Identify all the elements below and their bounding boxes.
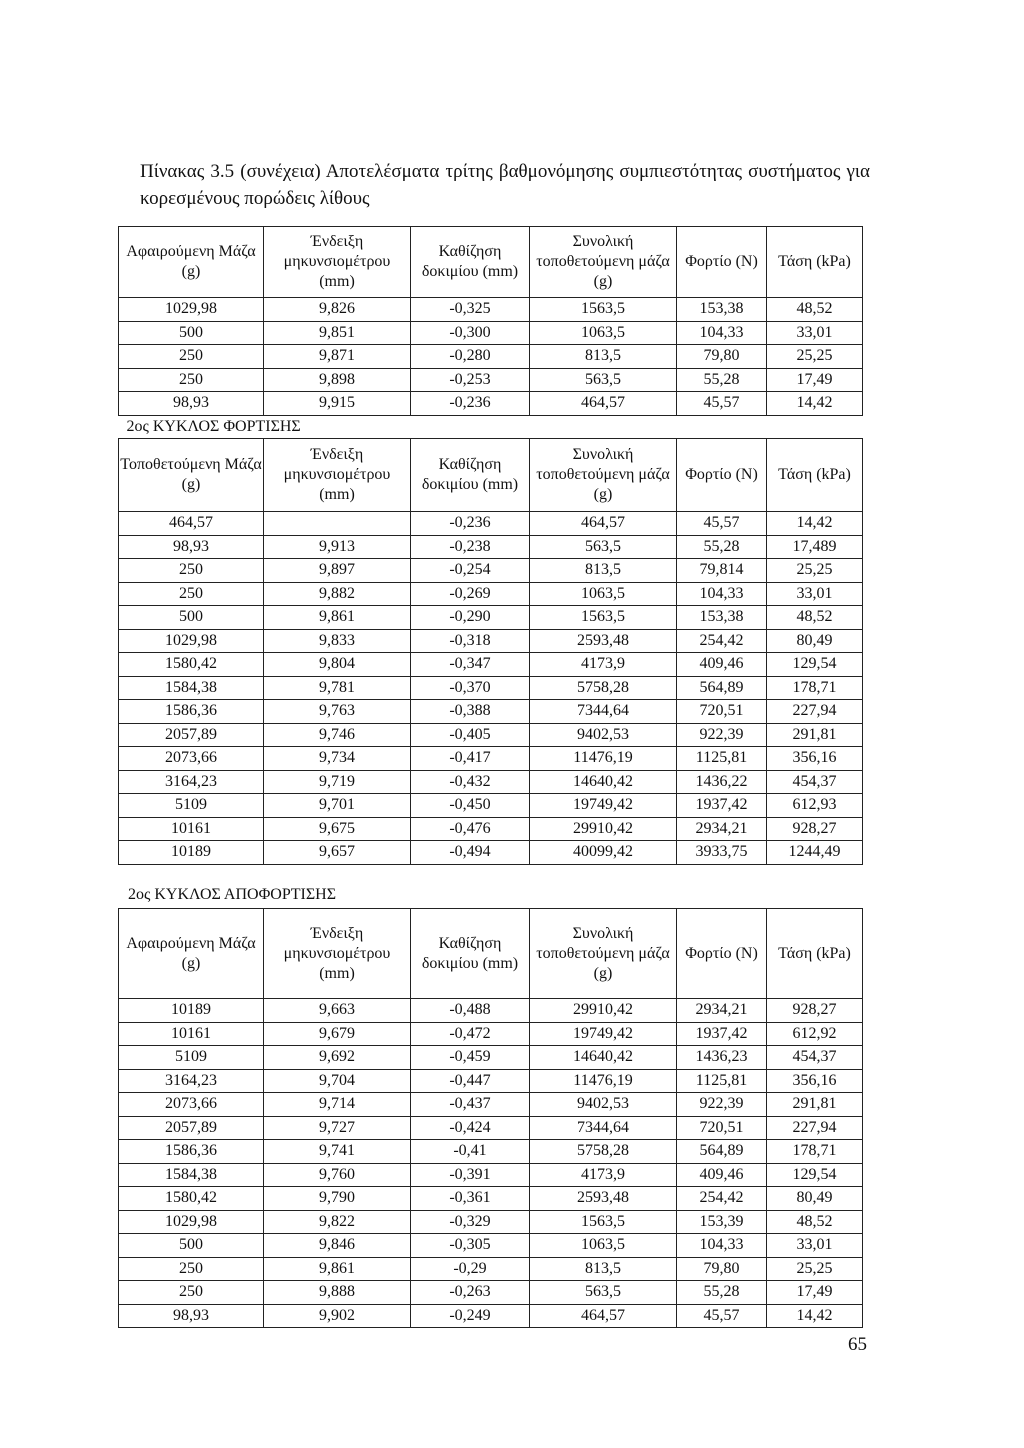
table-cell: 9,746 [264, 723, 411, 747]
table-cell: 250 [119, 1257, 264, 1281]
table-row [119, 1022, 863, 1046]
table-cell: 55,28 [677, 1281, 767, 1305]
section-title-unloading-cycle-2: 2ος ΚΥΚΛΟΣ ΑΠΟΦΟΡΤΙΣΗΣ [128, 886, 337, 903]
table-cell: 1063,5 [530, 582, 677, 606]
table-cell: 17,49 [767, 368, 863, 392]
table-cell: -0,253 [411, 368, 530, 392]
table-row [119, 629, 863, 653]
table-cell: 250 [119, 345, 264, 369]
table-cell: 33,01 [767, 582, 863, 606]
table-cell: 153,39 [677, 1210, 767, 1234]
table-cell: 10161 [119, 817, 264, 841]
table-cell: 564,89 [677, 676, 767, 700]
table-row [119, 817, 863, 841]
header-stress: Τάση (kPa) [767, 909, 863, 999]
table-row [119, 1140, 863, 1164]
table-cell: 2934,21 [677, 999, 767, 1023]
table-row [119, 1304, 863, 1328]
table-cell: -0,263 [411, 1281, 530, 1305]
table-row [119, 368, 863, 392]
table-row [119, 653, 863, 677]
table-cell: 5758,28 [530, 1140, 677, 1164]
table-cell: 9,657 [264, 841, 411, 865]
table-row [119, 676, 863, 700]
table-cell: 45,57 [677, 512, 767, 536]
table-cell: 9,861 [264, 606, 411, 630]
table-cell: 1563,5 [530, 1210, 677, 1234]
table-cell: 250 [119, 368, 264, 392]
table-cell: 1580,42 [119, 653, 264, 677]
table-row [119, 321, 863, 345]
table-cell: 227,94 [767, 700, 863, 724]
header-row [119, 909, 863, 999]
table-cell: 2934,21 [677, 817, 767, 841]
table-cell: -0,249 [411, 1304, 530, 1328]
table-cell: 9,781 [264, 676, 411, 700]
table-row [119, 345, 863, 369]
table-cell: 10189 [119, 999, 264, 1023]
table-cell: 813,5 [530, 559, 677, 583]
table-row [119, 298, 863, 322]
table-cell: -0,447 [411, 1069, 530, 1093]
table-cell: 1937,42 [677, 1022, 767, 1046]
table-cell: 1586,36 [119, 1140, 264, 1164]
table-cell: -0,391 [411, 1163, 530, 1187]
table-cell: -0,290 [411, 606, 530, 630]
header-stress: Τάση (kPa) [767, 439, 863, 512]
table-cell: 9,727 [264, 1116, 411, 1140]
table-cell: 9,741 [264, 1140, 411, 1164]
table-cell: 11476,19 [530, 747, 677, 771]
table-cell: 1586,36 [119, 700, 264, 724]
table-cell: 250 [119, 1281, 264, 1305]
table-row [119, 512, 863, 536]
table-cell: 2073,66 [119, 747, 264, 771]
table-row [119, 1069, 863, 1093]
table-cell: -0,472 [411, 1022, 530, 1046]
table-cell: 17,489 [767, 535, 863, 559]
table-cell: 178,71 [767, 1140, 863, 1164]
table-cell: 14640,42 [530, 1046, 677, 1070]
table-cell: 178,71 [767, 676, 863, 700]
table-cell: 1063,5 [530, 1234, 677, 1258]
table-cell: -0,236 [411, 392, 530, 416]
table-row [119, 747, 863, 771]
table-cell: 9,897 [264, 559, 411, 583]
table-row [119, 1187, 863, 1211]
table-row [119, 535, 863, 559]
table-cell: 464,57 [530, 512, 677, 536]
table-cell: 129,54 [767, 1163, 863, 1187]
table-cell: 9,679 [264, 1022, 411, 1046]
table-cell: 454,37 [767, 1046, 863, 1070]
table-row [119, 1210, 863, 1234]
table-row [119, 841, 863, 865]
table-cell: 1029,98 [119, 298, 264, 322]
unloading-table [118, 908, 863, 1328]
table-cell: 9402,53 [530, 1093, 677, 1117]
table-row [119, 1116, 863, 1140]
table-cell: 79,80 [677, 345, 767, 369]
table-cell: 254,42 [677, 1187, 767, 1211]
table-cell: 9,663 [264, 999, 411, 1023]
table-cell: 7344,64 [530, 1116, 677, 1140]
table-cell: 17,49 [767, 1281, 863, 1305]
table-cell: 98,93 [119, 1304, 264, 1328]
table-cell: 1937,42 [677, 794, 767, 818]
table-cell: 48,52 [767, 1210, 863, 1234]
table-cell: 79,80 [677, 1257, 767, 1281]
table-cell: 19749,42 [530, 794, 677, 818]
table-cell: 612,93 [767, 794, 863, 818]
table-cell: -0,417 [411, 747, 530, 771]
table-cell: 3164,23 [119, 770, 264, 794]
table-row [119, 723, 863, 747]
table-cell: -0,254 [411, 559, 530, 583]
table-cell: 45,57 [677, 1304, 767, 1328]
table-cell: 9,701 [264, 794, 411, 818]
table-cell: 500 [119, 321, 264, 345]
table-cell: -0,238 [411, 535, 530, 559]
table-cell: 1563,5 [530, 606, 677, 630]
table-cell: 19749,42 [530, 1022, 677, 1046]
table-cell: 928,27 [767, 999, 863, 1023]
table-cell: 1029,98 [119, 629, 264, 653]
table-cell: 563,5 [530, 535, 677, 559]
header-load: Φορτίο (N) [677, 909, 767, 999]
table-cell: -0,388 [411, 700, 530, 724]
table-row [119, 1046, 863, 1070]
header-gauge-reading: Ένδειξη μηκυνσιομέτρου (mm) [264, 909, 411, 999]
table-cell: 9,913 [264, 535, 411, 559]
header-gauge-reading: Ένδειξη μηκυνσιομέτρου (mm) [264, 439, 411, 512]
table-cell: 1580,42 [119, 1187, 264, 1211]
table-cell: 25,25 [767, 559, 863, 583]
table-cell: 2593,48 [530, 1187, 677, 1211]
header-load: Φορτίο (N) [677, 227, 767, 298]
table-cell: -0,29 [411, 1257, 530, 1281]
table-cell: 3933,75 [677, 841, 767, 865]
table-cell: 409,46 [677, 653, 767, 677]
header-settlement: Καθίζηση δοκιμίου (mm) [411, 439, 530, 512]
table-row [119, 1163, 863, 1187]
table-cell: 7344,64 [530, 700, 677, 724]
table-cell: 14,42 [767, 512, 863, 536]
table-cell: 9,898 [264, 368, 411, 392]
table-cell: 1584,38 [119, 1163, 264, 1187]
table-cell: 2057,89 [119, 1116, 264, 1140]
table-cell: 14640,42 [530, 770, 677, 794]
table-cell: 9,760 [264, 1163, 411, 1187]
table-cell: 9,851 [264, 321, 411, 345]
table-cell: 9,915 [264, 392, 411, 416]
table-cell: 9,833 [264, 629, 411, 653]
table-cell: 14,42 [767, 1304, 863, 1328]
table-cell: 1029,98 [119, 1210, 264, 1234]
table-cell: 2057,89 [119, 723, 264, 747]
table-cell: -0,450 [411, 794, 530, 818]
table-cell [264, 512, 411, 536]
table-cell: 720,51 [677, 1116, 767, 1140]
table-cell: 10161 [119, 1022, 264, 1046]
table-cell: 291,81 [767, 1093, 863, 1117]
table-cell: -0,325 [411, 298, 530, 322]
table-cell: -0,269 [411, 582, 530, 606]
table-cell: -0,305 [411, 1234, 530, 1258]
table-row [119, 559, 863, 583]
header-placed-mass: Τοποθετούμενη Μάζα (g) [119, 439, 264, 512]
table-row [119, 700, 863, 724]
header-settlement: Καθίζηση δοκιμίου (mm) [411, 227, 530, 298]
table-cell: 9,692 [264, 1046, 411, 1070]
table-cell: -0,318 [411, 629, 530, 653]
table-cell: 9,790 [264, 1187, 411, 1211]
table-row [119, 770, 863, 794]
table-caption: Πίνακας 3.5 (συνέχεια) Αποτελέσματα τρίτης βαθμονόμησης συμπιεστότητας συστήματος για κορεσμένους πορώδεις λίθους [140, 161, 870, 209]
table-row [119, 1093, 863, 1117]
table-cell: 5758,28 [530, 676, 677, 700]
section-title-loading-cycle-2: 2ος ΚΥΚΛΟΣ ΦΟΡΤΙΣΗΣ [119, 415, 863, 439]
table-cell: -0,424 [411, 1116, 530, 1140]
table-cell: 104,33 [677, 582, 767, 606]
table-cell: 33,01 [767, 321, 863, 345]
page-number: 65 [848, 1334, 867, 1355]
section-title-row [119, 415, 863, 439]
table-cell: 720,51 [677, 700, 767, 724]
table-cell: 9,888 [264, 1281, 411, 1305]
table-cell: 928,27 [767, 817, 863, 841]
table-cell: 3164,23 [119, 1069, 264, 1093]
table-row [119, 794, 863, 818]
table-cell: -0,370 [411, 676, 530, 700]
table-cell: 922,39 [677, 1093, 767, 1117]
table-cell: 9,871 [264, 345, 411, 369]
header-row [119, 227, 863, 298]
table-cell: 1584,38 [119, 676, 264, 700]
header-gauge-reading: Ένδειξη μηκυνσιομέτρου (mm) [264, 227, 411, 298]
table-cell: 500 [119, 606, 264, 630]
table-cell: 813,5 [530, 1257, 677, 1281]
table-cell: 104,33 [677, 1234, 767, 1258]
table-cell: 464,57 [530, 392, 677, 416]
table-cell: 5109 [119, 1046, 264, 1070]
table-cell: 153,38 [677, 606, 767, 630]
table-cell: 813,5 [530, 345, 677, 369]
table-cell: 409,46 [677, 1163, 767, 1187]
table-row [119, 1281, 863, 1305]
table-cell: 129,54 [767, 653, 863, 677]
table-cell: 254,42 [677, 629, 767, 653]
table-cell: -0,361 [411, 1187, 530, 1211]
table-cell: 79,814 [677, 559, 767, 583]
table-cell: -0,405 [411, 723, 530, 747]
header-removed-mass: Αφαιρούμενη Μάζα (g) [119, 909, 264, 999]
table-cell: 356,16 [767, 747, 863, 771]
table-cell: 922,39 [677, 723, 767, 747]
table-row [119, 606, 863, 630]
table-cell: 33,01 [767, 1234, 863, 1258]
table-cell: 10189 [119, 841, 264, 865]
table-cell: 9,675 [264, 817, 411, 841]
table-row [119, 582, 863, 606]
table-cell: 9,826 [264, 298, 411, 322]
table-cell: 1125,81 [677, 1069, 767, 1093]
table-cell: 29910,42 [530, 817, 677, 841]
table-cell: 9,734 [264, 747, 411, 771]
table-cell: 4173,9 [530, 653, 677, 677]
table-cell: -0,494 [411, 841, 530, 865]
table-cell: -0,300 [411, 321, 530, 345]
table-cell: -0,432 [411, 770, 530, 794]
header-row [119, 439, 863, 512]
table-cell: 153,38 [677, 298, 767, 322]
table-cell: -0,329 [411, 1210, 530, 1234]
table-cell: 80,49 [767, 1187, 863, 1211]
table-cell: 55,28 [677, 535, 767, 559]
table-cell: 55,28 [677, 368, 767, 392]
table-cell: -0,476 [411, 817, 530, 841]
table-cell: 464,57 [119, 512, 264, 536]
table-cell: 464,57 [530, 1304, 677, 1328]
table-cell: -0,280 [411, 345, 530, 369]
table-cell: -0,347 [411, 653, 530, 677]
table-cell: 9402,53 [530, 723, 677, 747]
table-cell: 9,719 [264, 770, 411, 794]
table-row [119, 1234, 863, 1258]
table-cell: 2073,66 [119, 1093, 264, 1117]
table-cell: 98,93 [119, 535, 264, 559]
table-cell: 25,25 [767, 345, 863, 369]
table-cell: 48,52 [767, 298, 863, 322]
table-cell: 9,846 [264, 1234, 411, 1258]
table-cell: -0,236 [411, 512, 530, 536]
table-cell: -0,41 [411, 1140, 530, 1164]
header-total-mass: Συνολική τοποθετούμενη μάζα (g) [530, 227, 677, 298]
header-total-mass: Συνολική τοποθετούμενη μάζα (g) [530, 909, 677, 999]
header-settlement: Καθίζηση δοκιμίου (mm) [411, 909, 530, 999]
loading-table [118, 226, 863, 865]
table-row [119, 1257, 863, 1281]
table-cell: 9,804 [264, 653, 411, 677]
table-cell: 9,861 [264, 1257, 411, 1281]
table-cell: 45,57 [677, 392, 767, 416]
table-cell: 500 [119, 1234, 264, 1258]
table-cell: 48,52 [767, 606, 863, 630]
table-cell: 250 [119, 582, 264, 606]
table-cell: 227,94 [767, 1116, 863, 1140]
table-cell: 356,16 [767, 1069, 863, 1093]
table-cell: 11476,19 [530, 1069, 677, 1093]
table-cell: 80,49 [767, 629, 863, 653]
table-cell: 4173,9 [530, 1163, 677, 1187]
table-cell: 9,714 [264, 1093, 411, 1117]
table-cell: -0,459 [411, 1046, 530, 1070]
table-cell: 563,5 [530, 368, 677, 392]
table-cell: -0,437 [411, 1093, 530, 1117]
table-cell: 9,902 [264, 1304, 411, 1328]
header-stress: Τάση (kPa) [767, 227, 863, 298]
table-cell: 1125,81 [677, 747, 767, 771]
table-cell: 25,25 [767, 1257, 863, 1281]
table-row [119, 392, 863, 416]
table-cell: 9,882 [264, 582, 411, 606]
table-cell: 1563,5 [530, 298, 677, 322]
table-cell: 2593,48 [530, 629, 677, 653]
header-removed-mass: Αφαιρούμενη Μάζα (g) [119, 227, 264, 298]
table-cell: 1436,23 [677, 1046, 767, 1070]
table-cell: 454,37 [767, 770, 863, 794]
table-cell: 14,42 [767, 392, 863, 416]
table-cell: 98,93 [119, 392, 264, 416]
table-cell: -0,488 [411, 999, 530, 1023]
table-cell: 1063,5 [530, 321, 677, 345]
table-cell: 564,89 [677, 1140, 767, 1164]
table-cell: 291,81 [767, 723, 863, 747]
table-cell: 9,763 [264, 700, 411, 724]
table-cell: 5109 [119, 794, 264, 818]
table-cell: 9,822 [264, 1210, 411, 1234]
table-cell: 104,33 [677, 321, 767, 345]
table-cell: 9,704 [264, 1069, 411, 1093]
table-cell: 29910,42 [530, 999, 677, 1023]
table-row [119, 999, 863, 1023]
table-cell: 40099,42 [530, 841, 677, 865]
table-cell: 250 [119, 559, 264, 583]
table-cell: 612,92 [767, 1022, 863, 1046]
table-cell: 1244,49 [767, 841, 863, 865]
header-load: Φορτίο (N) [677, 439, 767, 512]
table-cell: 563,5 [530, 1281, 677, 1305]
header-total-mass: Συνολική τοποθετούμενη μάζα (g) [530, 439, 677, 512]
table-cell: 1436,22 [677, 770, 767, 794]
